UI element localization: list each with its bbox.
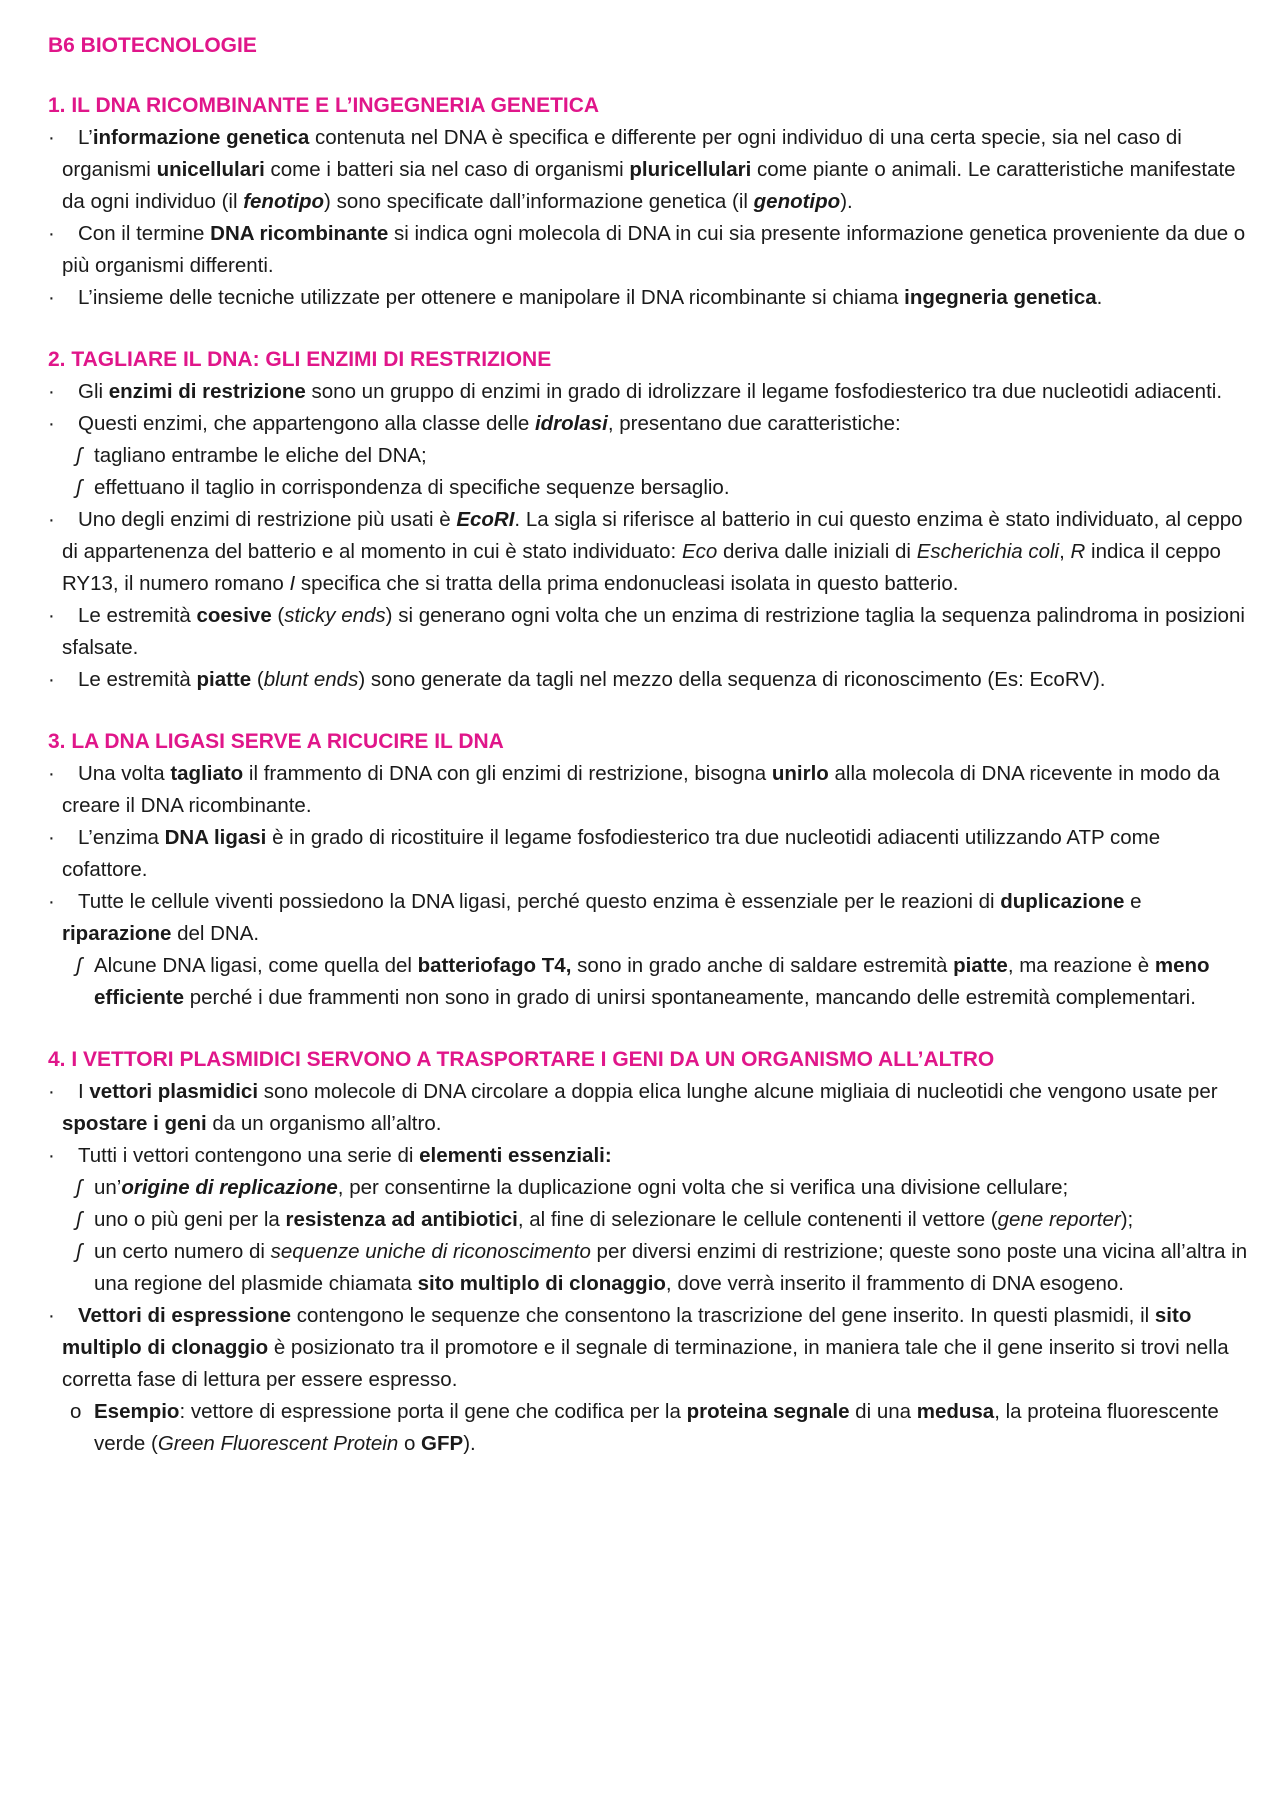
integral-marker-icon: ʃ — [76, 1240, 82, 1263]
bullet-item — [48, 1076, 1248, 1140]
integral-marker-icon: ʃ — [76, 1176, 82, 1199]
document-title: B6 BIOTECNOLOGIE — [48, 34, 257, 57]
bullet-text: Gli enzimi di restrizione sono un gruppo di enzimi in grado di idrolizzare il legame fosfodiesterico tra due nucleotidi adiacenti. — [78, 380, 1223, 403]
bullet-marker-icon: · — [48, 826, 55, 849]
sub-item-text: uno o più geni per la resistenza ad antibiotici, al fine di selezionare le cellule contenenti il vettore (gene reporter); — [94, 1208, 1134, 1231]
bullet-item — [48, 408, 1248, 440]
bullet-item — [48, 600, 1248, 664]
bullet-text: Le estremità coesive (sticky ends) si generano ogni volta che un enzima di restrizione taglia la sequenza palindroma in posizioni sfalsate. — [62, 604, 1245, 659]
bullet-text: Tutte le cellule viventi possiedono la DNA ligasi, perché questo enzima è essenziale per le reazioni di duplicazione e riparazione del DNA. — [62, 890, 1142, 945]
bullet-text: L’enzima DNA ligasi è in grado di ricostituire il legame fosfodiesterico tra due nucleotidi adiacenti utilizzando ATP come cofattore. — [62, 826, 1161, 881]
example-item-text: Esempio: vettore di espressione porta il gene che codifica per la proteina segnale di una medusa, la proteina fluorescente verde (Green Fluorescent Protein o GFP). — [94, 1400, 1219, 1455]
section-title: 3. LA DNA LIGASI SERVE A RICUCIRE IL DNA — [48, 730, 504, 753]
sub-item — [48, 950, 1248, 1014]
circle-marker-icon: o — [70, 1400, 82, 1423]
integral-marker-icon: ʃ — [76, 444, 82, 467]
bullet-marker-icon: · — [48, 1144, 55, 1167]
integral-marker-icon: ʃ — [76, 1208, 82, 1231]
bullet-item — [48, 218, 1248, 282]
bullet-text: Tutti i vettori contengono una serie di elementi essenziali: — [78, 1144, 612, 1167]
bullet-marker-icon: · — [48, 1080, 55, 1103]
bullet-marker-icon: · — [48, 380, 55, 403]
bullet-marker-icon: · — [48, 1304, 55, 1327]
bullet-text: L’informazione genetica contenuta nel DNA è specifica e differente per ogni individuo di una certa specie, sia nel caso di organismi unicellulari come i batteri sia nel caso di organismi pluricellulari come piante o animali. Le caratteristiche manifestate da ogni individuo (il fenotipo) sono specificate dall’informazione genetica (il genotipo). — [62, 126, 1236, 213]
bullet-marker-icon: · — [48, 604, 55, 627]
example-item — [48, 1396, 1248, 1460]
bullet-item — [48, 758, 1248, 822]
bullet-text: Le estremità piatte (blunt ends) sono generate da tagli nel mezzo della sequenza di riconoscimento (Es: EcoRV). — [78, 668, 1106, 691]
section-2 — [48, 344, 1248, 696]
sub-item — [48, 1172, 1248, 1204]
bullet-marker-icon: · — [48, 668, 55, 691]
bullet-text: Una volta tagliato il frammento di DNA con gli enzimi di restrizione, bisogna unirlo alla molecola di DNA ricevente in modo da creare il DNA ricombinante. — [62, 762, 1220, 817]
bullet-text: Questi enzimi, che appartengono alla classe delle idrolasi, presentano due caratteristiche: — [78, 412, 901, 435]
integral-marker-icon: ʃ — [76, 954, 82, 977]
bullet-text: Uno degli enzimi di restrizione più usati è EcoRI. La sigla si riferisce al batterio in cui questo enzima è stato individuato, al ceppo di appartenenza del batterio e al momento in cui è stato individuato: Eco deriva dalle iniziali di Escherichia coli, R indica il ceppo RY13, il numero romano I specifica che si tratta della prima endonucleasi isolata in questo batterio. — [62, 508, 1243, 595]
section-title: 1. IL DNA RICOMBINANTE E L’INGEGNERIA GENETICA — [48, 94, 600, 117]
section-1 — [48, 90, 1248, 314]
sub-item-text: Alcune DNA ligasi, come quella del batteriofago T4, sono in grado anche di saldare estremità piatte, ma reazione è meno efficiente perché i due frammenti non sono in grado di unirsi spontaneamente, mancando delle estremità complementari. — [94, 954, 1210, 1009]
bullet-marker-icon: · — [48, 286, 55, 309]
bullet-marker-icon: · — [48, 126, 55, 149]
integral-marker-icon: ʃ — [76, 476, 82, 499]
bullet-text: I vettori plasmidici sono molecole di DNA circolare a doppia elica lunghe alcune migliaia di nucleotidi che vengono usate per spostare i geni da un organismo all’altro. — [62, 1080, 1218, 1135]
bullet-item — [48, 376, 1248, 408]
bullet-item — [48, 664, 1248, 696]
sub-item-text: un certo numero di sequenze uniche di riconoscimento per diversi enzimi di restrizione; queste sono poste una vicina all’altra in una regione del plasmide chiamata sito multiplo di clonaggio, dove verrà inserito il frammento di DNA esogeno. — [94, 1240, 1248, 1295]
sections-container — [48, 90, 1248, 1460]
section-title: 2. TAGLIARE IL DNA: GLI ENZIMI DI RESTRIZIONE — [48, 348, 552, 371]
bullet-marker-icon: · — [48, 222, 55, 245]
sub-item-text: effettuano il taglio in corrispondenza di specifiche sequenze bersaglio. — [94, 476, 730, 499]
bullet-marker-icon: · — [48, 412, 55, 435]
sub-item-text: un’origine di replicazione, per consentirne la duplicazione ogni volta che si verifica una divisione cellulare; — [94, 1176, 1069, 1199]
section-title: 4. I VETTORI PLASMIDICI SERVONO A TRASPORTARE I GENI DA UN ORGANISMO ALL’ALTRO — [48, 1048, 995, 1071]
bullet-text: Vettori di espressione contengono le sequenze che consentono la trascrizione del gene inserito. In questi plasmidi, il sito multiplo di clonaggio è posizionato tra il promotore e il segnale di terminazione, in maniera tale che il gene inserito si trovi nella corretta fase di lettura per essere espresso. — [62, 1304, 1229, 1391]
bullet-item — [48, 886, 1248, 950]
bullet-item — [48, 1300, 1248, 1396]
bullet-item — [48, 504, 1248, 600]
section-4 — [48, 1044, 1248, 1460]
sub-item-text: tagliano entrambe le eliche del DNA; — [94, 444, 427, 467]
sub-item — [48, 440, 1248, 472]
bullet-marker-icon: · — [48, 890, 55, 913]
bullet-item — [48, 822, 1248, 886]
sub-item — [48, 1236, 1248, 1300]
sub-item — [48, 472, 1248, 504]
bullet-text: L’insieme delle tecniche utilizzate per ottenere e manipolare il DNA ricombinante si chiama ingegneria genetica. — [78, 286, 1103, 309]
bullet-marker-icon: · — [48, 508, 55, 531]
section-3 — [48, 726, 1248, 1014]
bullet-item — [48, 282, 1248, 314]
bullet-item — [48, 122, 1248, 218]
sub-item — [48, 1204, 1248, 1236]
bullet-item — [48, 1140, 1248, 1172]
bullet-marker-icon: · — [48, 762, 55, 785]
document-page — [48, 30, 1248, 1490]
bullet-text: Con il termine DNA ricombinante si indica ogni molecola di DNA in cui sia presente informazione genetica proveniente da due o più organismi differenti. — [62, 222, 1246, 277]
